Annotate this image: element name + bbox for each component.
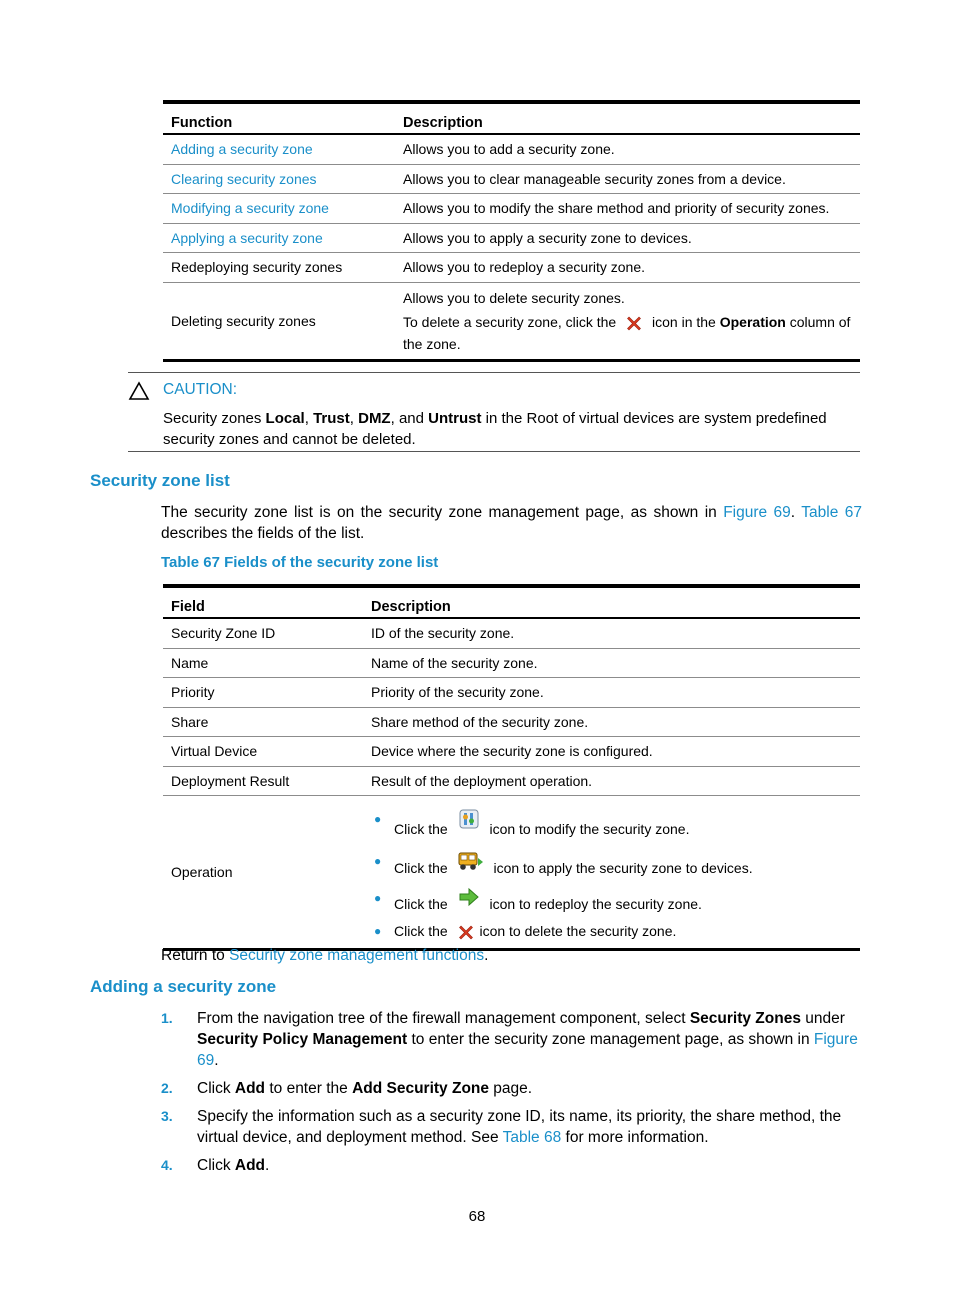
delete-icon [458,924,474,946]
table-row [163,737,860,767]
caution-text: Security zones Local, Trust, DMZ, and Untrust in the Root of virtual devices are system predefined security zones and cannot be deleted. [163,410,827,448]
table-row [163,282,860,360]
bullet: ● [374,924,382,938]
warning-triangle-icon [128,381,150,406]
table-caption: Table 67 Fields of the security zone list [161,554,439,571]
table-header-row [163,102,860,134]
table-row [163,678,860,708]
return-line: Return to Security zone management functions. [161,947,489,964]
section-heading-adding-security-zone: Adding a security zone [90,977,277,996]
apply-icon [458,850,484,878]
table-cell [363,796,860,950]
step-number: 1. [161,1010,173,1026]
page-number: 68 [468,1208,486,1225]
list-item: ● Click the icon to delete the security zone. [371,920,852,946]
table-cell: Share [163,707,363,737]
caution-title: CAUTION: [163,381,238,398]
section-heading-security-zone-list: Security zone list [90,471,230,490]
table-cell: Security Zone ID [163,618,363,648]
link-applying-security-zone[interactable]: Applying a security zone [171,229,323,246]
table-row [163,796,860,950]
list-item: ● Click the icon to redeploy the security zone. [371,887,852,915]
step-number: 3. [161,1108,173,1124]
redeploy-icon [458,887,480,913]
modify-icon [458,808,480,836]
step-number: 2. [161,1080,173,1096]
operation-list [371,808,852,946]
link-figure-69[interactable]: Figure 69 [723,504,791,521]
table-cell: Allows you to apply a security zone to devices. [395,223,860,253]
bullet: ● [374,854,382,868]
table-cell: Deleting security zones [163,282,395,360]
table-cell: Name [163,648,363,678]
table-row [163,134,860,164]
table-row [163,707,860,737]
table-row [163,223,860,253]
step-number: 4. [161,1157,173,1173]
table-cell: Allows you to clear manageable security zones from a device. [395,164,860,194]
bullet: ● [374,891,382,905]
table-cell [395,282,860,360]
table-row [163,618,860,648]
link-table-67[interactable]: Table 67 [801,504,862,521]
delete-desc-line1: Allows you to delete security zones. [403,289,625,306]
table-cell: Priority of the security zone. [363,678,860,708]
fields-table [163,584,860,951]
link-figure-69[interactable]: Figure 69 [197,1031,858,1069]
table-cell: Redeploying security zones [163,253,395,283]
table-row [163,253,860,283]
delete-icon [626,315,642,335]
link-clearing-security-zones[interactable]: Clearing security zones [171,170,317,187]
table-cell: ID of the security zone. [363,618,860,648]
table-header-row [163,586,860,618]
table-cell: Allows you to modify the share method and priority of security zones. [395,194,860,224]
caution-box [128,372,860,452]
table-row [163,164,860,194]
table-cell: Deployment Result [163,766,363,796]
table-cell: Allows you to add a security zone. [395,134,860,164]
function-table [163,100,860,362]
column-header-description: Description [371,599,451,615]
table-row [163,766,860,796]
delete-desc-line2: To delete a security zone, click the icon in the Operation column of the zone. [403,313,851,352]
table-cell: Priority [163,678,363,708]
table-cell: Name of the security zone. [363,648,860,678]
bullet: ● [374,812,382,826]
section-intro-paragraph: The security zone list is on the security zone management page, as shown in Figure 69. Table 67 describes the fields of the list. [161,504,862,542]
table-row [163,194,860,224]
table-cell: Share method of the security zone. [363,707,860,737]
step-4: 4. Click Add. [161,1157,270,1174]
procedure-steps [161,1008,861,1183]
table-row [163,648,860,678]
column-header-description: Description [403,115,483,131]
step-3: 3. Specify the information such as a security zone ID, its name, its priority, the share method, the virtual device, and deployment method. See Table 68 for more information. [161,1108,842,1146]
step-1: 1. From the navigation tree of the firewall management component, select Security Zones under Security Policy Management to enter the security zone management page, as shown in Figure 69. [161,1010,858,1069]
table-cell: Allows you to redeploy a security zone. [395,253,860,283]
link-modifying-security-zone[interactable]: Modifying a security zone [171,200,329,217]
link-adding-security-zone[interactable]: Adding a security zone [171,141,313,158]
step-2: 2. Click Add to enter the Add Security Zone page. [161,1080,533,1097]
list-item: ● Click the icon to modify the security zone. [371,808,852,840]
table-cell: Result of the deployment operation. [363,766,860,796]
table-cell: Device where the security zone is configured. [363,737,860,767]
column-header-function: Function [171,115,233,131]
link-security-zone-management-functions[interactable]: Security zone management functions [229,947,485,964]
table-cell: Virtual Device [163,737,363,767]
table-cell: Operation [163,796,363,950]
column-header-field: Field [171,599,205,615]
link-table-68[interactable]: Table 68 [502,1129,562,1146]
list-item: ● Click the icon to apply the security zone to devices. [371,850,852,879]
